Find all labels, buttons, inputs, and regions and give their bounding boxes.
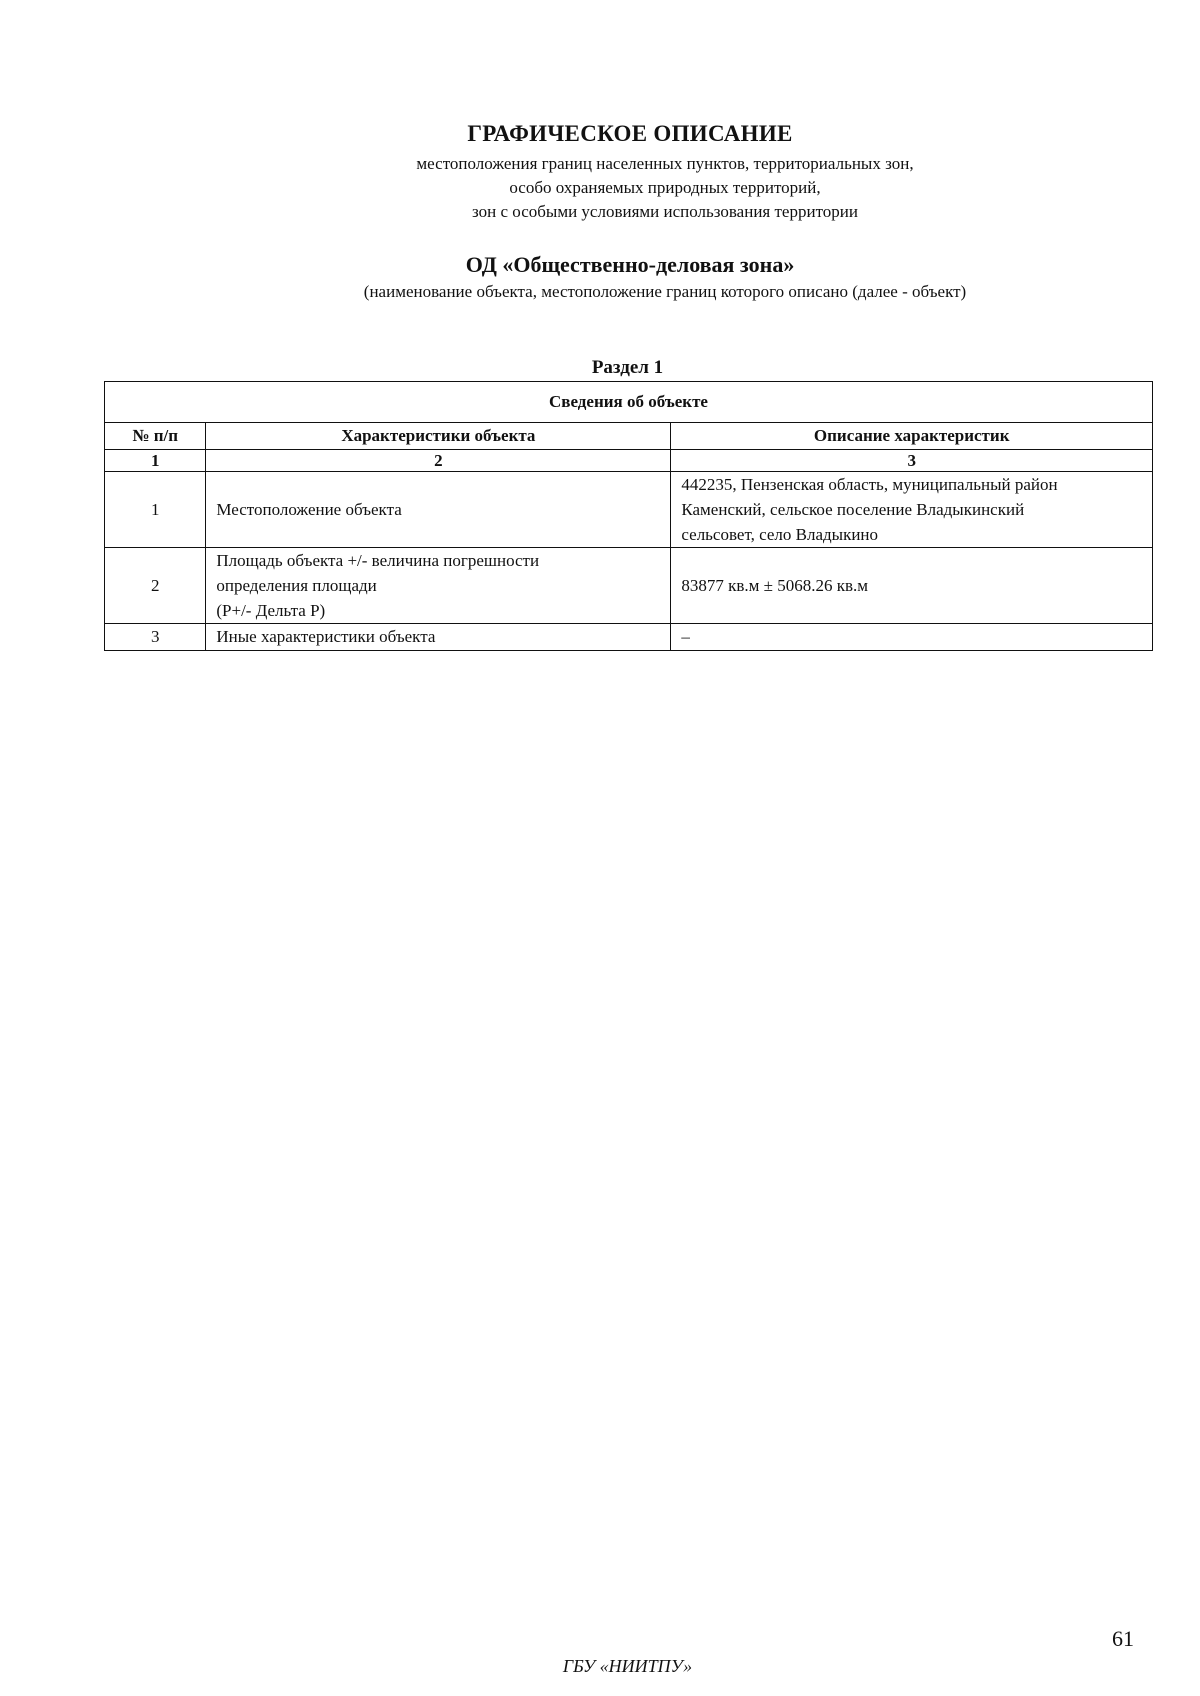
object-caption: (наименование объекта, местоположение границ которого описано (далее - объект) [363, 282, 967, 301]
table-header-row [105, 423, 1153, 450]
row-characteristic: Иные характеристики объекта [206, 624, 671, 651]
row-characteristic: Местоположение объекта [206, 472, 671, 548]
table-row [105, 548, 1153, 624]
section-label: Раздел 1 [591, 357, 664, 378]
table-row [105, 472, 1153, 548]
object-name: ОД «Общественно-деловая зона» [465, 252, 795, 277]
column-number-row [105, 450, 1153, 472]
row-description: 442235, Пензенская область, муниципальный район Каменский, сельское поселение Владыкинский сельсовет, село Владыкино [671, 472, 1153, 548]
column-header-description: Описание характеристик [671, 423, 1153, 450]
row-description: 83877 кв.м ± 5068.26 кв.м [671, 548, 1153, 624]
table-row [105, 624, 1153, 651]
table-caption: Сведения об объекте [105, 382, 1153, 423]
document-title: ГРАФИЧЕСКОЕ ОПИСАНИЕ [467, 121, 793, 146]
row-number: 2 [105, 548, 206, 624]
subtitle-line: особо охраняемых природных территорий, [509, 178, 821, 197]
subtitle-line: местоположения границ населенных пунктов, территориальных зон, [416, 154, 914, 173]
row-number: 1 [105, 472, 206, 548]
document-subtitle [0, 152, 1200, 224]
table-caption-row [105, 382, 1153, 423]
row-characteristic: Площадь объекта +/- величина погрешности определения площади (Р+/- Дельта Р) [206, 548, 671, 624]
column-number: 2 [206, 450, 671, 472]
row-description: – [671, 624, 1153, 651]
object-info-table [104, 381, 1153, 651]
column-number: 1 [105, 450, 206, 472]
document-page: ГРАФИЧЕСКОЕ ОПИСАНИЕ местоположения границ населенных пунктов, территориальных зон, особо охраняемых природных территорий, зон с особыми условиями использования территории ОД «Общественно-деловая зона» (наименование объекта, местоположение границ которого описано (далее - объект) Раздел 1 Сведения об объекте № п/п Характеристики объекта Описание характеристик 1 2 3 1 Местоположение объекта 442235, Пензенская область, муниципальный район Каменский, сельское поселение Владыкинский сельсовет, село Владыкино 2 Площадь объекта +/- величина погрешности определения площади (Р+/- Дельта Р) 83877 кв.м ± 5068.26 кв.м 3 Иные характеристики объекта – 61 ГБУ «НИИТПУ» [0, 0, 1200, 1696]
column-header-characteristic: Характеристики объекта [206, 423, 671, 450]
subtitle-line: зон с особыми условиями использования территории [472, 202, 858, 221]
column-header-number: № п/п [105, 423, 206, 450]
column-number: 3 [671, 450, 1153, 472]
row-number: 3 [105, 624, 206, 651]
footer-organization: ГБУ «НИИТПУ» [562, 1656, 693, 1676]
